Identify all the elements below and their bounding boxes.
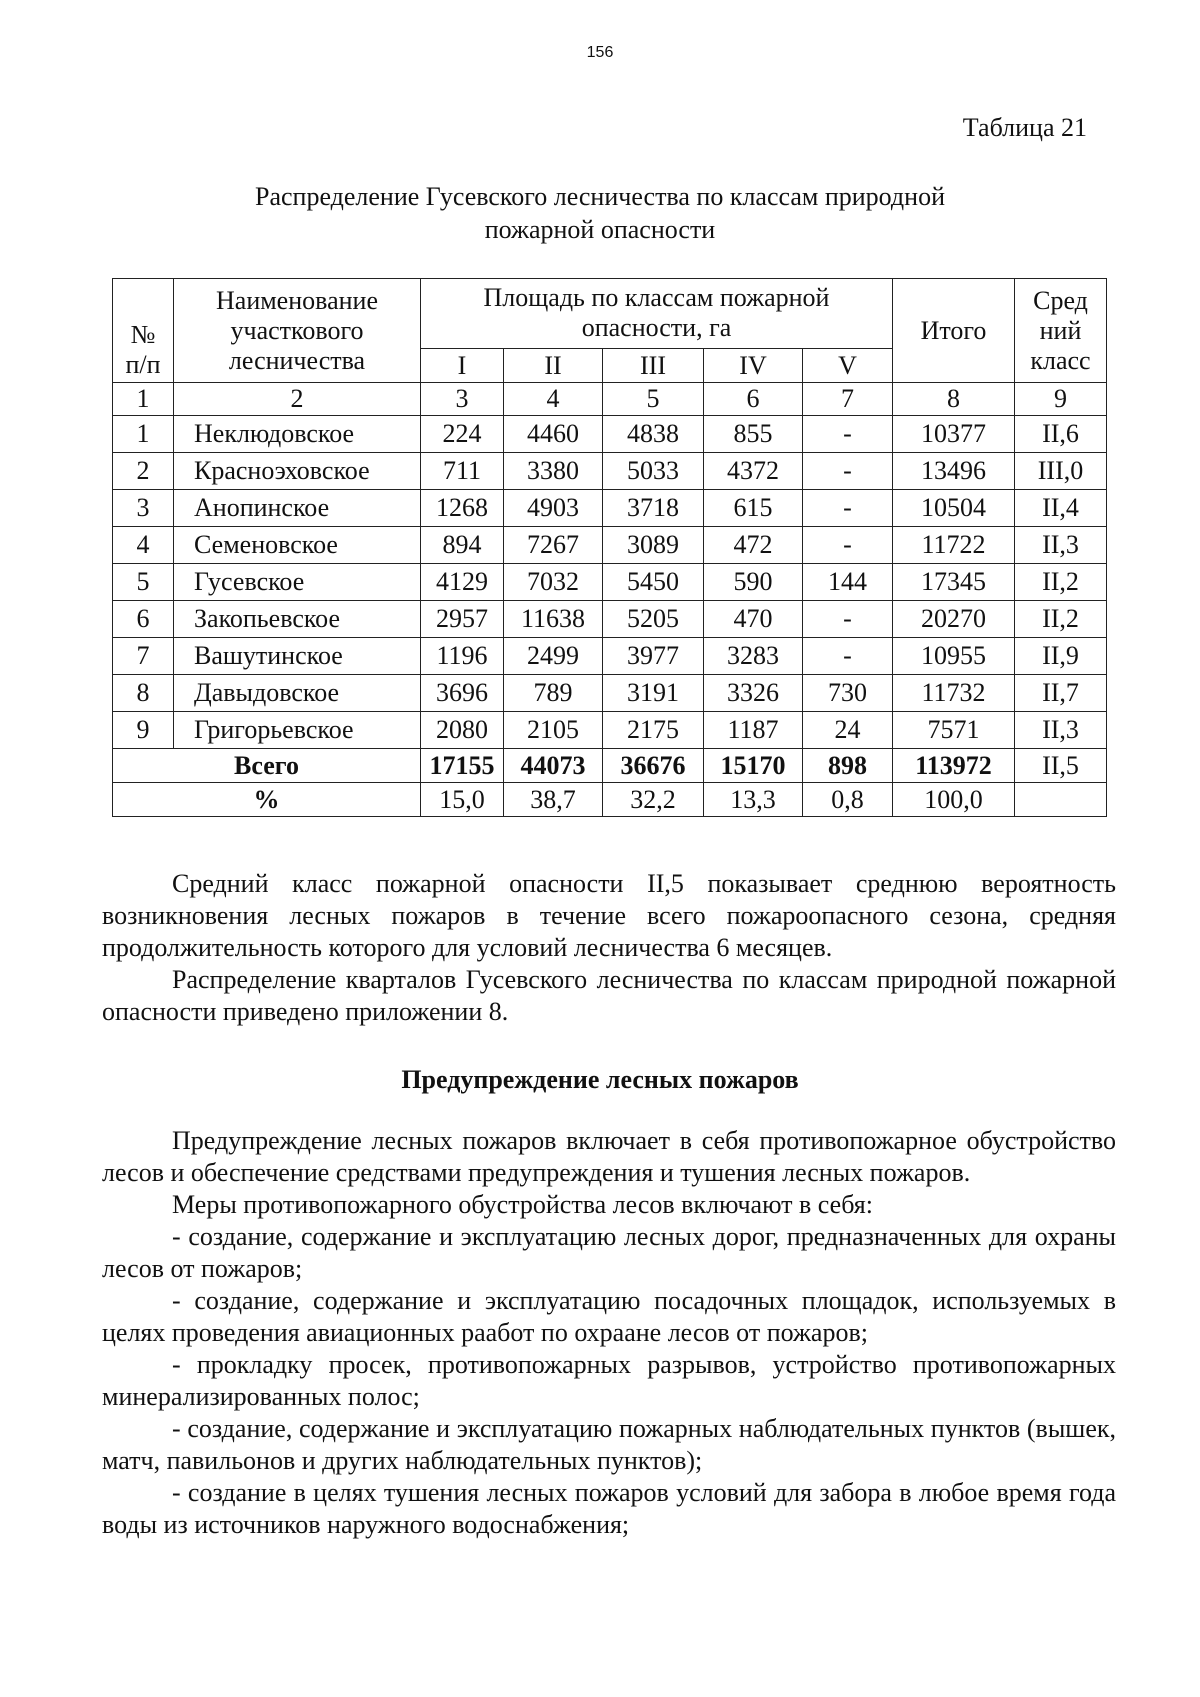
total-area-cell: 15170 <box>704 749 803 783</box>
area-cell: 4372 <box>704 453 803 490</box>
area-cell: 11638 <box>504 601 603 638</box>
header-total: Итого <box>893 279 1015 383</box>
paragraph: Распределение кварталов Гусевского лесничества по классам природной пожарной опасности приведено приложении 8. <box>102 965 1116 1026</box>
header-class: V <box>803 349 893 383</box>
area-cell: 3977 <box>603 638 704 675</box>
list-item: - создание в целях тушения лесных пожаров условий для забора в любое время года воды из источников наружного водоснабжения; <box>102 1478 1116 1539</box>
average-class-cell: II,6 <box>1015 416 1107 453</box>
table-label: Таблица 21 <box>962 113 1087 142</box>
total-row-label: Всего <box>113 749 421 783</box>
table-row <box>113 416 1107 453</box>
table-row <box>113 712 1107 749</box>
row-number: 9 <box>113 712 174 749</box>
area-cell: 470 <box>704 601 803 638</box>
total-average-class-cell: II,5 <box>1015 749 1107 783</box>
paragraph: Меры противопожарного обустройства лесов включают в себя: <box>172 1190 873 1219</box>
average-class-cell: III,0 <box>1015 453 1107 490</box>
area-cell: 855 <box>704 416 803 453</box>
forestry-name: Вашутинское <box>174 638 421 675</box>
area-cell: 2499 <box>504 638 603 675</box>
column-number: 5 <box>603 383 704 416</box>
area-cell: 5205 <box>603 601 704 638</box>
total-cell: 13496 <box>893 453 1015 490</box>
area-cell: 2105 <box>504 712 603 749</box>
table-caption-line: Распределение Гусевского лесничества по классам природной <box>255 182 945 211</box>
page-number: 156 <box>586 44 614 61</box>
percent-row <box>113 783 1107 817</box>
row-number: 8 <box>113 675 174 712</box>
area-cell: - <box>803 416 893 453</box>
grand-total-cell: 113972 <box>893 749 1015 783</box>
list-item: - прокладку просек, противопожарных разрывов, устройство противопожарных минерализированных полос; <box>102 1350 1116 1411</box>
row-number: 5 <box>113 564 174 601</box>
area-cell: 730 <box>803 675 893 712</box>
table-row <box>113 564 1107 601</box>
area-cell: 3191 <box>603 675 704 712</box>
area-cell: 1187 <box>704 712 803 749</box>
area-cell: 4838 <box>603 416 704 453</box>
list-item: - создание, содержание и эксплуатацию лесных дорог, предназначенных для охраны лесов от пожаров; <box>102 1222 1116 1283</box>
area-cell: 590 <box>704 564 803 601</box>
column-number: 6 <box>704 383 803 416</box>
body-text-bottom <box>102 1125 1116 1541</box>
section-heading: Предупреждение лесных пожаров <box>401 1065 799 1094</box>
forestry-name: Анопинское <box>174 490 421 527</box>
row-number: 2 <box>113 453 174 490</box>
area-cell: 4129 <box>421 564 504 601</box>
area-cell: 711 <box>421 453 504 490</box>
percent-cell: 13,3 <box>704 783 803 817</box>
total-cell: 17345 <box>893 564 1015 601</box>
header-class: III <box>603 349 704 383</box>
row-number: 4 <box>113 527 174 564</box>
area-cell: 3380 <box>504 453 603 490</box>
total-area-cell: 36676 <box>603 749 704 783</box>
header-number: № п/п <box>113 279 174 383</box>
total-area-cell: 44073 <box>504 749 603 783</box>
percent-cell: 15,0 <box>421 783 504 817</box>
table-row <box>113 453 1107 490</box>
column-number: 3 <box>421 383 504 416</box>
table-row <box>113 527 1107 564</box>
area-cell: 4460 <box>504 416 603 453</box>
header-class: I <box>421 349 504 383</box>
total-row <box>113 749 1107 783</box>
total-cell: 10377 <box>893 416 1015 453</box>
average-class-cell: II,2 <box>1015 564 1107 601</box>
area-cell: 2957 <box>421 601 504 638</box>
area-cell: - <box>803 453 893 490</box>
forestry-name: Семеновское <box>174 527 421 564</box>
area-cell: 3718 <box>603 490 704 527</box>
total-cell: 11722 <box>893 527 1015 564</box>
area-cell: - <box>803 527 893 564</box>
forestry-name: Гусевское <box>174 564 421 601</box>
area-cell: 3696 <box>421 675 504 712</box>
area-cell: 1196 <box>421 638 504 675</box>
total-area-cell: 17155 <box>421 749 504 783</box>
area-cell: 7267 <box>504 527 603 564</box>
column-number: 8 <box>893 383 1015 416</box>
list-item: - создание, содержание и эксплуатацию посадочных площадок, используемых в целях проведения авиационных раабот по охраане лесов от пожаров; <box>102 1286 1116 1347</box>
table-header-row <box>113 279 1107 349</box>
forestry-name: Закопьевское <box>174 601 421 638</box>
total-area-cell: 898 <box>803 749 893 783</box>
average-class-cell: II,3 <box>1015 712 1107 749</box>
area-cell: 5450 <box>603 564 704 601</box>
area-cell: - <box>803 490 893 527</box>
area-cell: 1268 <box>421 490 504 527</box>
header-area: Площадь по классам пожарной опасности, га <box>421 279 893 349</box>
area-cell: 789 <box>504 675 603 712</box>
header-class: II <box>504 349 603 383</box>
header-name: Наименование участкового лесничества <box>174 279 421 383</box>
average-class-cell: II,2 <box>1015 601 1107 638</box>
paragraph: Предупреждение лесных пожаров включает в себя противопожарное обустройство лесов и обеспечение средствами предупреждения и тушения лесных пожаров. <box>102 1126 1116 1187</box>
forestry-name: Красноэховское <box>174 453 421 490</box>
header-class: IV <box>704 349 803 383</box>
area-cell: 3283 <box>704 638 803 675</box>
table-row <box>113 490 1107 527</box>
area-cell: 24 <box>803 712 893 749</box>
area-cell: 894 <box>421 527 504 564</box>
area-cell: 5033 <box>603 453 704 490</box>
table-row <box>113 675 1107 712</box>
total-cell: 10955 <box>893 638 1015 675</box>
percent-cell: 38,7 <box>504 783 603 817</box>
row-number: 6 <box>113 601 174 638</box>
area-cell: 144 <box>803 564 893 601</box>
area-cell: 615 <box>704 490 803 527</box>
table-row <box>113 638 1107 675</box>
area-cell: 3089 <box>603 527 704 564</box>
area-cell: 7032 <box>504 564 603 601</box>
average-class-cell: II,9 <box>1015 638 1107 675</box>
table-caption-line: пожарной опасности <box>484 215 716 244</box>
percent-total-cell: 100,0 <box>893 783 1015 817</box>
total-cell: 7571 <box>893 712 1015 749</box>
total-cell: 20270 <box>893 601 1015 638</box>
percent-row-label: % <box>113 783 421 817</box>
column-number: 4 <box>504 383 603 416</box>
body-text-top <box>102 868 1116 1028</box>
header-average-class: Сред ний класс <box>1015 279 1107 383</box>
average-class-cell: II,4 <box>1015 490 1107 527</box>
column-number: 7 <box>803 383 893 416</box>
fire-hazard-table <box>112 278 1107 817</box>
forestry-name: Григорьевское <box>174 712 421 749</box>
column-number: 9 <box>1015 383 1107 416</box>
area-cell: - <box>803 601 893 638</box>
column-number: 1 <box>113 383 174 416</box>
average-class-cell: II,7 <box>1015 675 1107 712</box>
table-caption <box>0 180 1200 246</box>
percent-cell: 32,2 <box>603 783 704 817</box>
area-cell: 472 <box>704 527 803 564</box>
row-number: 7 <box>113 638 174 675</box>
area-cell: 2080 <box>421 712 504 749</box>
percent-average-cell <box>1015 783 1107 817</box>
column-number: 2 <box>174 383 421 416</box>
area-cell: 2175 <box>603 712 704 749</box>
list-item: - создание, содержание и эксплуатацию пожарных наблюдательных пунктов (вышек, матч, павильонов и других наблюдательных пунктов); <box>102 1414 1116 1475</box>
table-row <box>113 601 1107 638</box>
area-cell: - <box>803 638 893 675</box>
row-number: 3 <box>113 490 174 527</box>
paragraph: Средний класс пожарной опасности II,5 показывает среднюю вероятность возникновения лесных пожаров в течение всего пожароопасного сезона, средняя продолжительность которого для условий лесничества 6 месяцев. <box>102 869 1116 962</box>
total-cell: 10504 <box>893 490 1015 527</box>
forestry-name: Неклюдовское <box>174 416 421 453</box>
area-cell: 3326 <box>704 675 803 712</box>
average-class-cell: II,3 <box>1015 527 1107 564</box>
area-cell: 224 <box>421 416 504 453</box>
total-cell: 11732 <box>893 675 1015 712</box>
percent-cell: 0,8 <box>803 783 893 817</box>
row-number: 1 <box>113 416 174 453</box>
forestry-name: Давыдовское <box>174 675 421 712</box>
column-number-row <box>113 383 1107 416</box>
area-cell: 4903 <box>504 490 603 527</box>
